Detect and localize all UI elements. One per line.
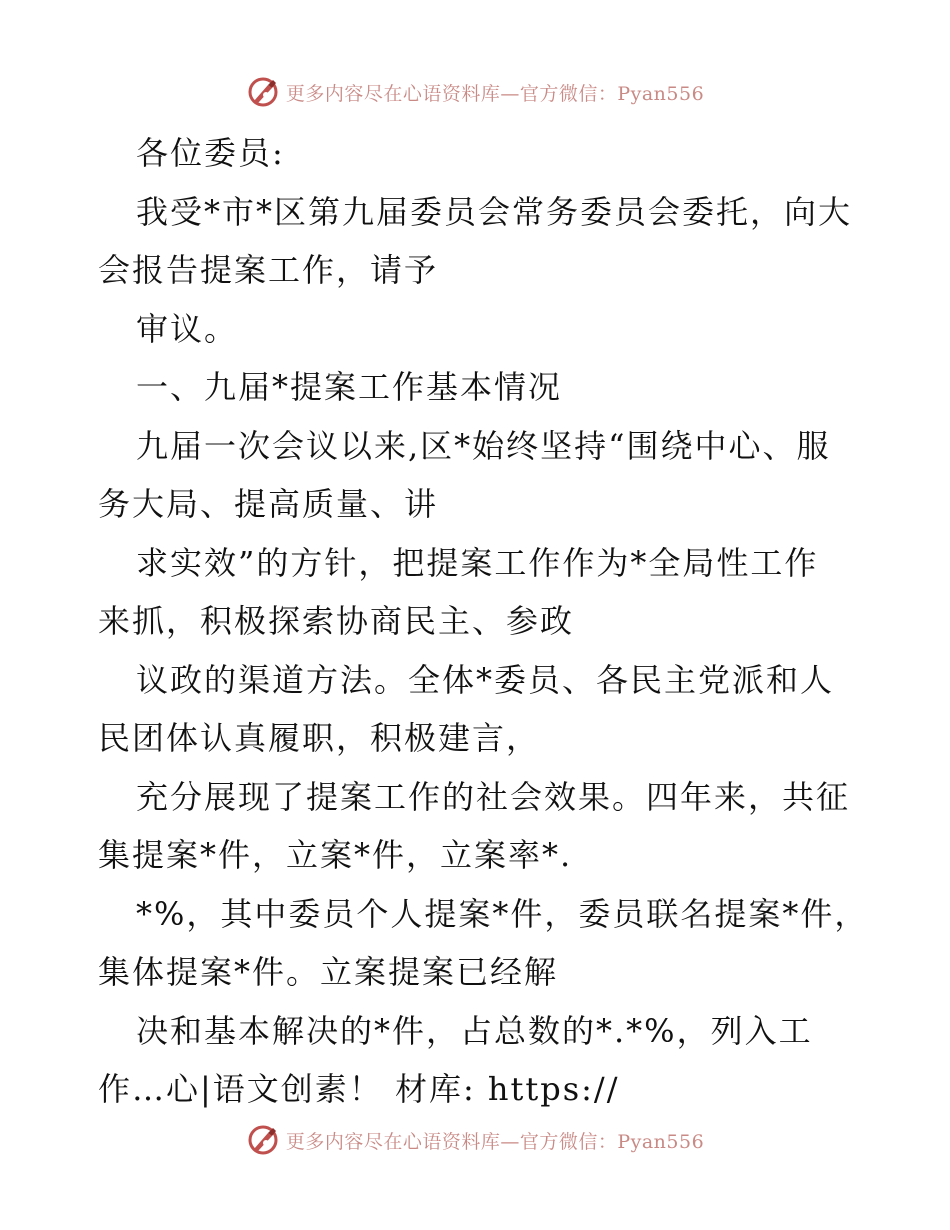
paragraph-line: *%，其中委员个人提案*件，委员联名提案*件， <box>136 894 869 933</box>
document-body <box>98 124 869 1119</box>
paragraph-line: 一、九届*提案工作基本情况 <box>136 368 563 406</box>
paragraph-line: 作…心|语文创素！ 材库: https:// <box>98 1070 620 1108</box>
header-watermark <box>0 72 950 112</box>
paragraph-line: 议政的渠道方法。全体*委员、各民主党派和人 <box>136 660 835 699</box>
watermark-text: 更多内容尽在心语资料库—官方微信：Pyan556 <box>285 1130 705 1153</box>
watermark-text: 更多内容尽在心语资料库—官方微信：Pyan556 <box>285 82 705 105</box>
paragraph-line: 求实效”的方针，把提案工作作为*全局性工作 <box>136 543 819 582</box>
paragraph-line: 九届一次会议以来,区*始终坚持“围绕中心、服 <box>136 426 831 465</box>
paragraph-line: 审议。 <box>136 309 239 348</box>
pen-logo-icon <box>246 1123 280 1157</box>
paragraph-line: 务大局、提高质量、讲 <box>98 485 439 523</box>
paragraph-line: 集提案*件，立案*件，立案率*. <box>98 836 573 874</box>
footer-watermark <box>0 1120 950 1160</box>
pen-logo-icon <box>246 75 280 109</box>
paragraph-line: 集体提案*件。立案提案已经解 <box>98 953 559 991</box>
paragraph-line: 我受*市*区第九届委员会常务委员会委托，向大 <box>136 192 853 231</box>
paragraph-line: 来抓，积极探索协商民主、参政 <box>98 602 575 640</box>
paragraph-line: 决和基本解决的*件，占总数的*.*%，列入工 <box>136 1011 813 1050</box>
paragraph-line: 充分展现了提案工作的社会效果。四年来，共征 <box>136 777 851 816</box>
paragraph-line: 各位委员: <box>136 134 285 172</box>
paragraph-line: 会报告提案工作，请予 <box>98 251 439 289</box>
paragraph-line: 民团体认真履职，积极建言， <box>98 719 541 757</box>
